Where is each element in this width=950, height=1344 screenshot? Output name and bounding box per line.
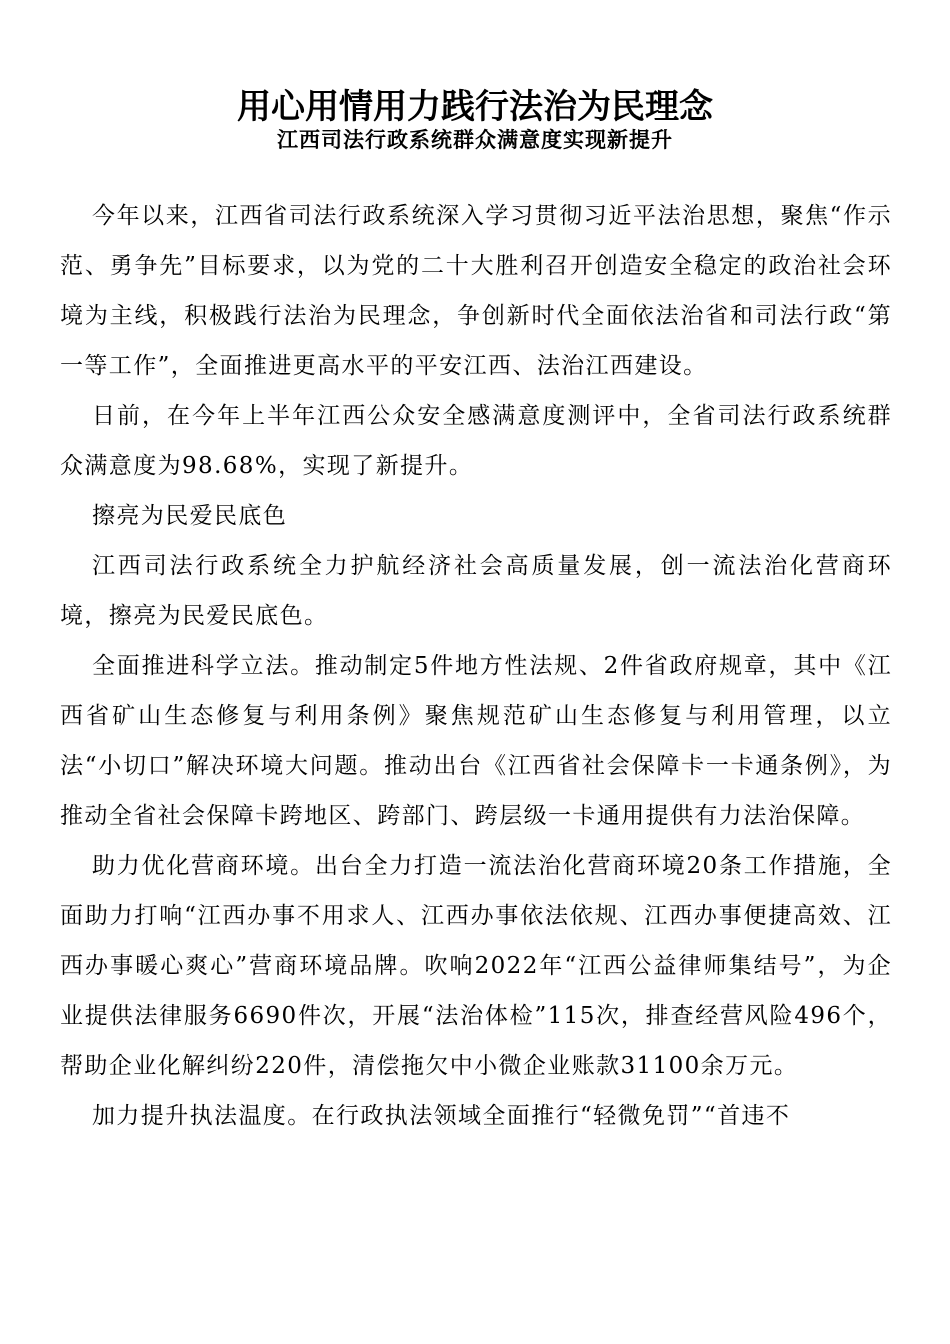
paragraph: 助力优化营商环境。出台全力打造一流法治化营商环境20条工作措施，全面助力打响“江西办事不用求人、江西办事依法依规、江西办事便捷高效、江西办事暖心爽心”营商环境品牌。吹响2022年“江西公益律师集结号”，为企业提供法律服务6690件次，开展“法治体检”115次，排查经营风险496个，帮助企业化解纠纷220件，清偿拖欠中小微企业账款31100余万元。 <box>60 853 892 1079</box>
paragraph: 加力提升执法温度。在行政执法领域全面推行“轻微免罚”“首违不 <box>92 1103 791 1129</box>
article-subtitle: 江西司法行政系统群众满意度实现新提升 <box>277 127 673 152</box>
article-body <box>60 191 892 1141</box>
section-heading: 擦亮为民爱民底色 <box>92 503 288 529</box>
paragraph: 今年以来，江西省司法行政系统深入学习贯彻习近平法治思想，聚焦“作示范、勇争先”目标要求，以为党的二十大胜利召开创造安全稳定的政治社会环境为主线，积极践行法治为民理念，争创新时代全面依法治省和司法行政“第一等工作”，全面推进更高水平的平安江西、法治江西建设。 <box>60 203 892 379</box>
paragraph: 江西司法行政系统全力护航经济社会高质量发展，创一流法治化营商环境，擦亮为民爱民底色。 <box>60 553 892 629</box>
article-title: 用心用情用力践行法治为民理念 <box>237 86 713 127</box>
paragraph: 全面推进科学立法。推动制定5件地方性法规、2件省政府规章，其中《江西省矿山生态修复与利用条例》聚焦规范矿山生态修复与利用管理，以立法“小切口”解决环境大问题。推动出台《江西省社会保障卡一卡通条例》，为推动全省社会保障卡跨地区、跨部门、跨层级一卡通用提供有力法治保障。 <box>60 653 892 829</box>
paragraph: 日前，在今年上半年江西公众安全感满意度测评中，全省司法行政系统群众满意度为98.68%，实现了新提升。 <box>60 403 892 479</box>
